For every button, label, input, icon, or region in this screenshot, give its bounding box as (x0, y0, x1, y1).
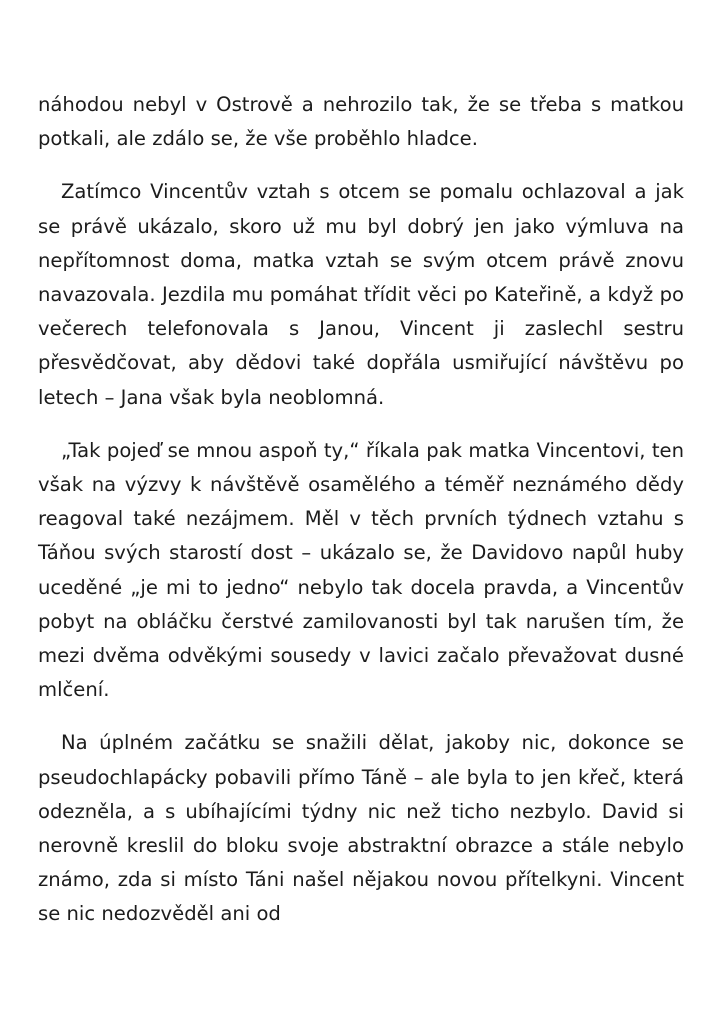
paragraph-continuation: náhodou nebyl v Ostrově a nehrozilo tak, že se třeba s matkou potkali, ale zdálo se, že vše proběhlo hladce. (38, 93, 684, 151)
paragraph-vincent-relationship: Zatímco Vincentův vztah s otcem se pomalu ochlazoval a jak se právě ukázalo, skoro už mu byl dobrý jen jako výmluva na nepřítomnost doma, matka vztah se svým otcem právě znovu navazovala. Jezdila mu pomáhat třídit věci po Kateřině, a když po večerech telefonovala s Janou, Vincent ji zaslechl sestru přesvědčovat, aby dědovi také dopřála usmiřující návštěvu po letech – Jana však byla neoblomná. (38, 180, 684, 409)
paragraph-dialogue-mother: „Tak pojeď se mnou aspoň ty,“ říkala pak matka Vincentovi, ten však na výzvy k návštěvě osamělého a téměř neznámého dědy reagoval také nezájmem. Měl v těch prvních týdnech vztahu s Táňou svých starostí dost – ukázalo se, že Davidovo napůl huby uceděné „je mi to jedno“ nebylo tak docela pravda, a Vincentův pobyt na obláčku čerstvé zamilovanosti byl tak narušen tím, že mezi dvěma odvěkými sousedy v lavici začalo převažovat dusné mlčení. (38, 438, 684, 702)
book-page-text (38, 88, 684, 932)
paragraph-silence: Na úplném začátku se snažili dělat, jakoby nic, dokonce se pseudochlapácky pobavili přímo Táně – ale byla to jen křeč, která odezněla, a s ubíhajícími týdny nic než ticho nezbylo. David si nerovně kreslil do bloku svoje abstraktní obrazce a stále nebylo známo, zda si místo Táni našel nějakou novou přítelkyni. Vincent se nic nedozvěděl ani od (38, 731, 684, 926)
